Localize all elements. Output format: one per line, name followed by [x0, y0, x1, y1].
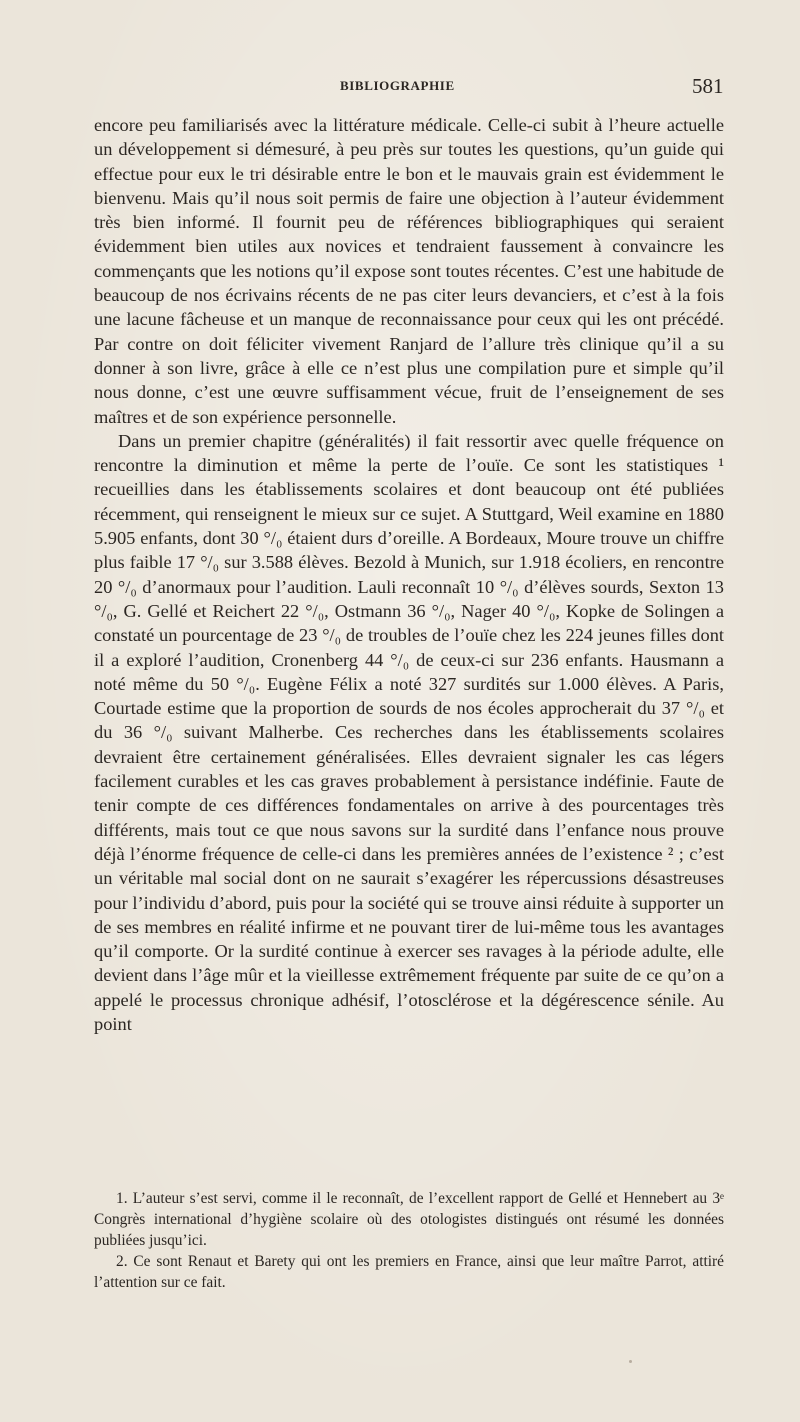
body-text [94, 113, 724, 1036]
running-head [0, 74, 800, 98]
running-title: BIBLIOGRAPHIE [340, 78, 455, 93]
paper-speck [629, 1360, 632, 1363]
footnote-2: 2. Ce sont Renaut et Barety qui ont les premiers en France, ainsi que leur maître Parrot, attiré l’attention sur ce fait. [94, 1253, 724, 1291]
page-number: 581 [692, 74, 724, 98]
footnotes [94, 1188, 724, 1293]
paragraph-continued: encore peu familiarisés avec la littérature médicale. Celle-ci subit à l’heure actuelle un développement si démesuré, à peu près sur toutes les questions, qu’un guide qui effectue pour eux le tri désirable entre le bon et le mauvais grain est évidemment le bienvenu. Mais qu’il nous soit permis de faire une objection à l’auteur évidemment très bien informé. Il fournit peu de références bibliographiques qui seraient évidemment bien utiles aux novices et tendraient faussement à convaincre les commençants que les notions qu’il expose sont toutes récentes. C’est une habitude de beaucoup de nos écrivains récents de ne pas citer leurs devanciers, et c’est à la fois une lacune fâcheuse et un manque de reconnaissance pour ceux qui les ont précédé. Par contre on doit féliciter vivement Ranjard de l’allure très clinique qu’il a su donner à son livre, grâce à elle ce n’est plus une compilation pure et simple qu’il nous donne, c’est une œuvre suffisamment vécue, fruit de l’enseignement de ses maîtres et de son expérience personnelle. [94, 115, 724, 427]
paragraph-generalites: Dans un premier chapitre (généralités) il fait ressortir avec quelle fréquence on rencontre la diminution et même la perte de l’ouïe. Ce sont les statistiques ¹ recueillies dans les établissements scolaires et dont beaucoup ont été publiées récemment, qui renseignent le mieux sur ce sujet. A Stuttgard, Weil examine en 1880 5.905 enfants, dont 30 °/₀ étaient durs d’oreille. A Bordeaux, Moure trouve un chiffre plus faible 17 °/₀ sur 3.588 élèves. Bezold à Munich, sur 1.918 écoliers, en rencontre 20 °/₀ d’anormaux pour l’audition. Lauli reconnaît 10 °/₀ d’élèves sourds, Sexton 13 °/₀, G. Gellé et Reichert 22 °/₀, Ostmann 36 °/₀, Nager 40 °/₀, Kopke de Solingen a constaté un pourcentage de 23 °/₀ de troubles de l’ouïe chez les 224 jeunes filles dont il a exploré l’audition, Cronenberg 44 °/₀ de ceux-ci sur 236 enfants. Hausmann a noté même du 50 °/₀. Eugène Félix a noté 327 surdités sur 1.000 élèves. A Paris, Courtade estime que la proportion de sourds de nos écoles approcherait du 37 °/₀ et du 36 °/₀ suivant Malherbe. Ces recherches dans les établissements scolaires devraient être certainement généralisées. Elles devraient signaler les cas légers facilement curables et les cas graves probablement à persistance indéfinie. Faute de tenir compte de ces différences fondamentales on arrive à des pourcentages très différents, mais tout ce que nous savons sur la surdité dans l’enfance nous prouve déjà l’énorme fréquence de celle-ci dans les premières années de l’existence ² ; c’est un véritable mal social dont on ne saurait s’exagérer les répercussions désastreuses pour l’individu d’abord, puis pour la société qui se trouve ainsi réduite à supporter un de ses membres en réalité infirme et ne pouvant tirer de lui-même tous les avantages qu’il comporte. Or la surdité continue à exercer ses ravages à la période adulte, elle devient dans l’âge mûr et la vieillesse extrêmement fréquente par suite de ce qu’on a appelé le processus chronique adhésif, l’otosclérose et la dégérescence sénile. Au point [94, 430, 724, 1034]
footnote-1: 1. L’auteur s’est servi, comme il le reconnaît, de l’excellent rapport de Gellé et Hennebert au 3ᵉ Congrès international d’hygiène scolaire où des otologistes distingués ont résumé les données publiées jusqu’ici. [94, 1190, 724, 1249]
